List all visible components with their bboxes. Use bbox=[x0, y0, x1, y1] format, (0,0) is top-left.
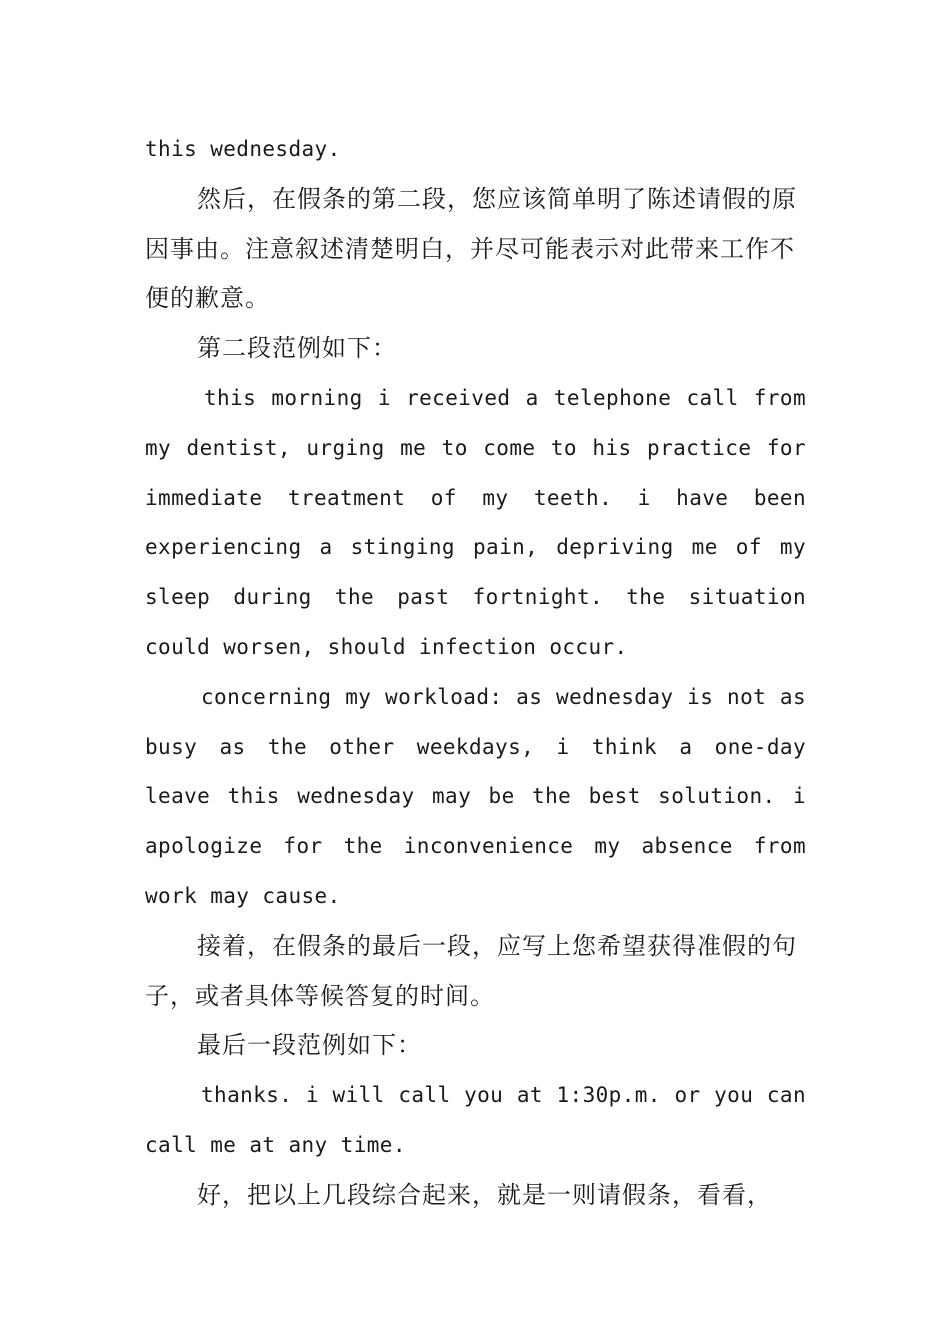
paragraph-summary: 好，把以上几段综合起来，就是一则请假条，看看， bbox=[197, 1180, 772, 1209]
paragraph-reason-instruction: 然后，在假条的第二段，您应该简单明了陈述请假的原因事由。注意叙述清楚明白，并尽可能表示对此带来工作不便的歉意。 bbox=[145, 184, 797, 313]
document-body bbox=[145, 125, 806, 1221]
paragraph-closing-example: thanks. i will call you at 1:30p.m. or you can call me at any time. bbox=[145, 1083, 806, 1157]
paragraph-dentist-example: this morning i received a telephone call from my dentist, urging me to come to his practice for immediate treatment of my teeth. i have been experiencing a stinging pain, depriving me of my sleep during the past fortnight. the situation could worsen, should infection occur. bbox=[145, 385, 806, 659]
paragraph-continuation: this wednesday. bbox=[145, 137, 341, 161]
paragraph-last-example-heading: 最后一段范例如下： bbox=[197, 1031, 422, 1060]
paragraph-workload-example: concerning my workload: as wednesday is not as busy as the other weekdays, i think a one-day leave this wednesday may be the best solution. i apologize for the inconvenience my absence from work may cause. bbox=[145, 684, 806, 908]
paragraph-last-instruction: 接着，在假条的最后一段，应写上您希望获得准假的句子，或者具体等候答复的时间。 bbox=[145, 931, 797, 1010]
paragraph-second-example-heading: 第二段范例如下： bbox=[197, 334, 397, 363]
